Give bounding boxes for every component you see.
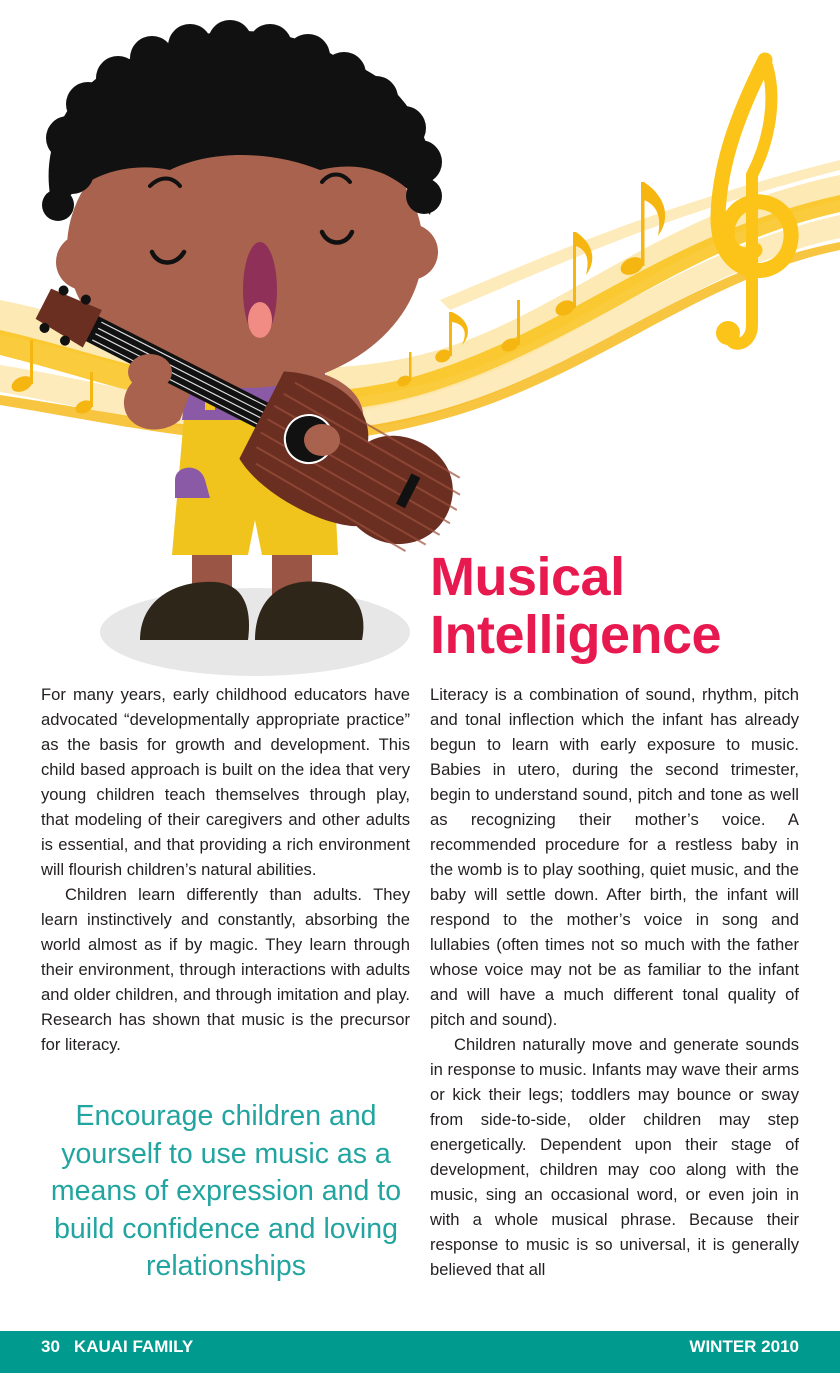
footer-left: [41, 1337, 193, 1357]
article-title: [430, 548, 721, 664]
issue-label: WINTER 2010: [689, 1337, 799, 1356]
paragraph: For many years, early childhood educators have advocated “developmentally appropriate practice” as the basis for growth and development. This child based approach is built on the idea that very young children teach themselves through play, that modeling of their caregivers and other adults is essential, and that providing a rich environment will flourish children’s natural abilities.: [41, 685, 410, 879]
pull-quote: Encourage children and yourself to use music as a means of expression and to build confidence and loving relationships: [50, 1100, 402, 1282]
left-column: [41, 682, 410, 1057]
treble-clef-icon: [718, 60, 791, 344]
right-column: [430, 682, 799, 1282]
publication-name: KAUAI FAMILY: [73, 1337, 194, 1356]
paragraph: Children learn differently than adults. They learn instinctively and constantly, absorbing the world almost as if by magic. They learn through their environment, through interactions with adults and older children, and through imitation and play. Research has shown that music is the precursor for literacy.: [41, 885, 410, 1054]
title-line-2: Intelligence: [430, 605, 722, 665]
title-line-1: Musical: [430, 547, 625, 607]
paragraph: Children naturally move and generate sounds in response to music. Infants may wave their arms or kick their legs; toddlers may bounce or sway from side-to-side, older children may step energetically. Dependent upon their stage of development, children may coo along with the music, sing an occasional word, or even join in with a whole musical phrase. Because their response to music is so universal, it is generally believed that all: [430, 1035, 799, 1279]
page-number: 30: [41, 1337, 60, 1356]
page-footer: [0, 1331, 840, 1373]
paragraph: Literacy is a combination of sound, rhythm, pitch and tonal inflection which the infant has already begun to learn with early exposure to music. Babies in utero, during the second trimester, begin to understand sound, pitch and tone as well as recognizing their mother’s voice. A recommended procedure for a restless baby in the womb is to play soothing, quiet music, and the baby will settle down. After birth, the infant will respond to the mother’s voice in song and lullabies (often times not so much with the father whose voice may not be as familiar to the infant and will have a much different tonal quality of pitch and sound).: [430, 685, 799, 1029]
